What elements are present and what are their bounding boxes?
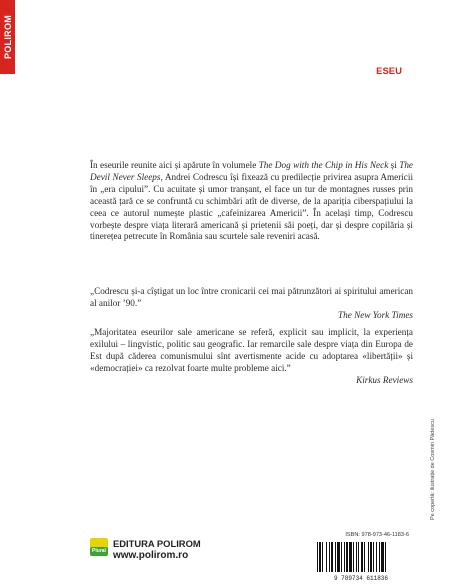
description-conjunction: și	[388, 160, 400, 170]
quote-source-2: Kirkus Reviews	[356, 374, 413, 385]
book-description	[90, 160, 413, 243]
review-quote-2	[90, 327, 413, 387]
review-quote-1	[90, 286, 413, 322]
publisher-name: EDITURA POLIROM	[113, 538, 201, 549]
description-paragraph	[90, 160, 413, 243]
description-body: , Andrei Codrescu își fixează cu predilecție privirea asupra Americii în „era cipului”. Cu acuitate și umor tranșant, el face un tur de montagnes russes prin această țară ce se confruntă cu schimbări atît de diverse, de la apariția ciberspațiului la ceea ce autorul numește plastic „cafeinizarea Americii”. În același timp, Codrescu vorbește despre viața literară americană și prietenii săi poeți, dar și despre copilăria și tinerețea petrecute în România sau scurtele sale reveniri acasă.	[90, 171, 413, 242]
quote-source-1: The New York Times	[338, 309, 413, 320]
publisher-spine-tab	[0, 0, 15, 74]
quote-text-1: „Codrescu și-a cîștigat un loc între cronicarii cei mai pătrunzători ai spiritului american al anilor ’90.”	[90, 286, 413, 308]
description-lead: În eseurile reunite aici și apărute în volumele	[90, 160, 259, 170]
cover-credit: Pe copertă: ilustrație de Cosmin Pădescu	[430, 419, 436, 520]
series-label: ESEU	[376, 66, 402, 77]
plural-logo-icon	[90, 538, 108, 556]
book-title-2: The Devil Never Sleeps	[90, 160, 413, 182]
quote-text-2: „Majoritatea eseurilor sale americane se referă, explicit sau implicit, la experiența exilului – lingvistic, politic sau geografic. Iar remarcile sale despre viața din Europa de Est după căderea comunismului sînt avertismente acide cu adoptarea «libertății» și «democrației» ca rezolvat foarte multe probleme aici.”	[90, 327, 413, 373]
barcode-digits: 9 789734 611836	[333, 575, 389, 582]
spine-publisher-label: POLIROM	[2, 14, 13, 60]
isbn-label: ISBN: 978-973-46-1183-6	[345, 532, 409, 538]
book-title-1: The Dog with the Chip in His Neck	[258, 160, 389, 170]
logo-text: Plural	[92, 548, 106, 554]
barcode-icon	[313, 540, 409, 582]
publisher-url: www.polirom.ro	[113, 550, 189, 561]
